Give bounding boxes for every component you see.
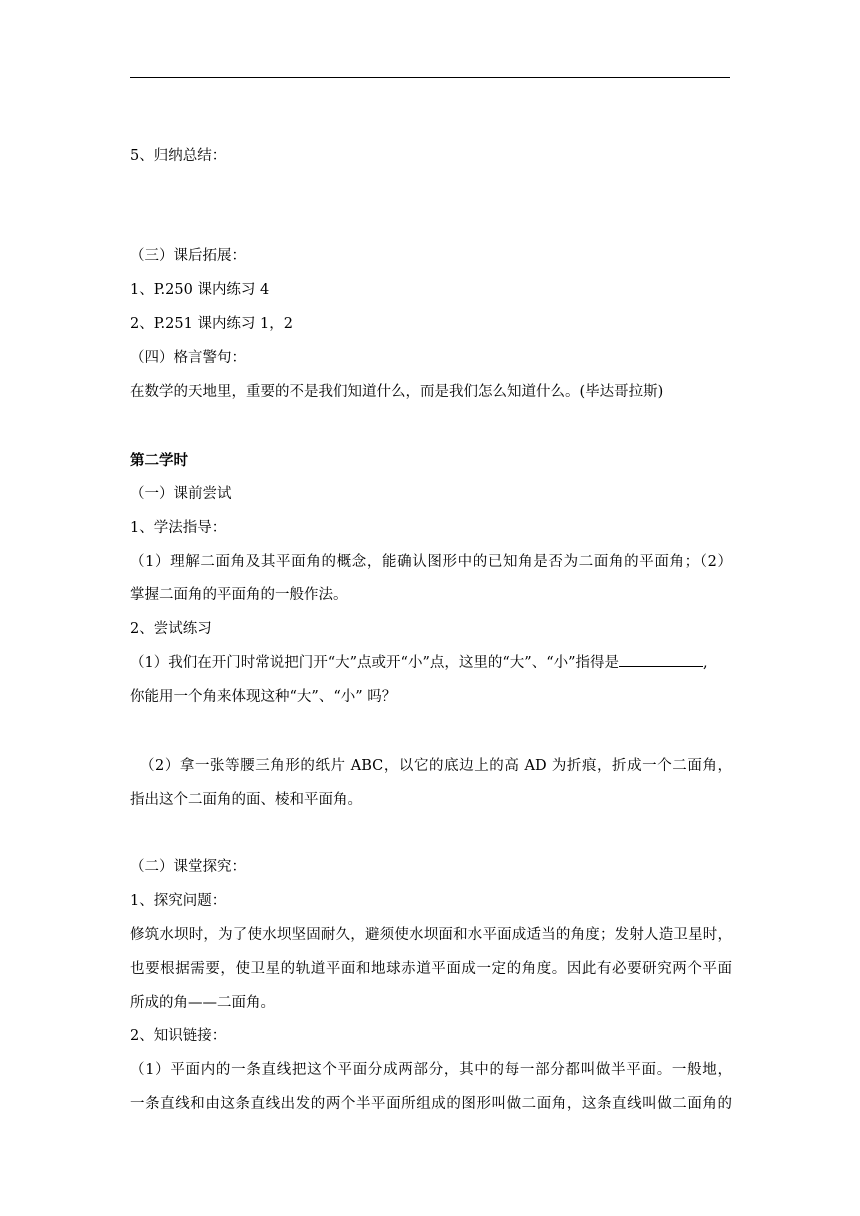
list-item: 2、知识链接： xyxy=(130,1028,227,1044)
question-text: （1）我们在开门时常说把门开“大”点或开“小”点，这里的“大”、“小”指得是 xyxy=(130,655,620,671)
paragraph-line: 修筑水坝时，为了使水坝坚固耐久，避须使水坝面和水平面成适当的角度；发射人造卫星时， xyxy=(130,927,732,943)
paragraph-line: 一条直线和由这条直线出发的两个半平面所组成的图形叫做二面角，这条直线叫做二面角的 xyxy=(130,1096,732,1112)
question-comma: , xyxy=(703,655,708,671)
exercise-question: （2）拿一张等腰三角形的纸片 ABC，以它的底边上的高 AD 为折痕，折成一个二面角， xyxy=(140,758,732,774)
motto-text: 在数学的天地里，重要的不是我们知道什么，而是我们怎么知道什么。(毕达哥拉斯) xyxy=(130,384,664,400)
section-classroom: （二）课堂探究： xyxy=(130,859,246,875)
list-item: 1、学法指导： xyxy=(130,520,227,536)
paragraph-line: 所成的角——二面角。 xyxy=(130,995,275,1011)
paragraph-line: 也要根据需要，使卫星的轨道平面和地球赤道平面成一定的角度。因此有必要研究两个平面 xyxy=(130,961,732,977)
list-item: 1、P.250 课内练习 4 xyxy=(130,282,270,298)
paragraph-line: 掌握二面角的平面角的一般作法。 xyxy=(130,587,348,603)
paragraph-line: （1）平面内的一条直线把这个平面分成两部分，其中的每一部分都叫做半平面。一般地， xyxy=(130,1062,732,1078)
exercise-question xyxy=(130,653,732,673)
answer-blank xyxy=(619,653,703,667)
paragraph-line: 你能用一个角来体现这种“大”、“小” 吗？ xyxy=(130,689,397,705)
section-pre-class: （一）课前尝试 xyxy=(130,486,232,502)
list-item: 2、P.251 课内练习 1，2 xyxy=(130,316,293,332)
lesson-heading: 第二学时 xyxy=(130,452,188,469)
section-extension: （三）课后拓展： xyxy=(130,248,246,264)
paragraph-line: 指出这个二面角的面、棱和平面角。 xyxy=(130,792,362,808)
list-item: 1、探究问题： xyxy=(130,893,227,909)
header-rule xyxy=(130,77,730,78)
section-summary: 5、归纳总结： xyxy=(130,148,227,164)
paragraph-line: （1）理解二面角及其平面角的概念，能确认图形中的已知角是否为二面角的平面角；（2） xyxy=(130,554,732,570)
section-motto: （四）格言警句： xyxy=(130,350,246,366)
list-item: 2、尝试练习 xyxy=(130,621,212,637)
